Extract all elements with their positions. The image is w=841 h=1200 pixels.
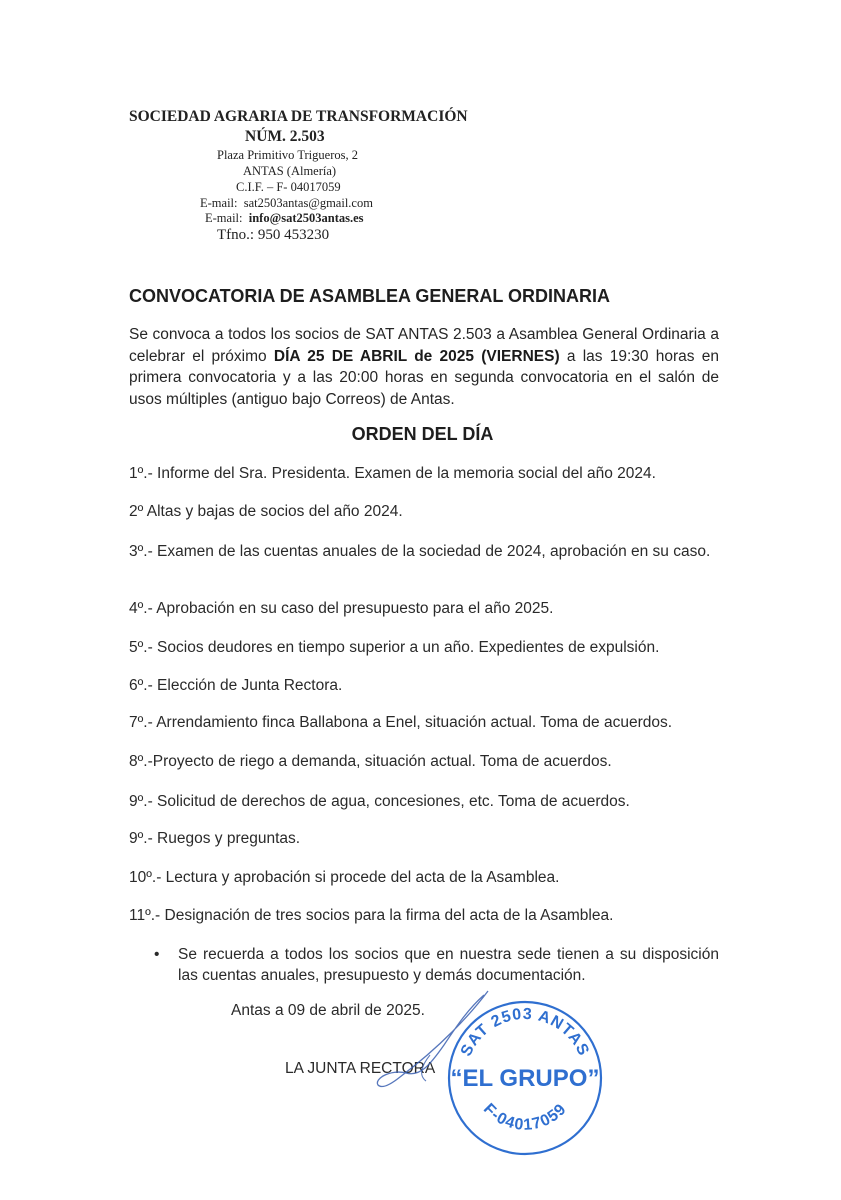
svg-text:SAT 2503 ANTAS xyxy=(458,1006,592,1059)
email-label-2: E-mail: xyxy=(205,211,243,225)
agenda-item-7: 7º.- Arrendamiento finca Ballabona a Enel, situación actual. Toma de acuerdos. xyxy=(129,714,673,731)
stamp-top-text: SAT 2503 ANTAS xyxy=(457,1005,593,1059)
agenda-item-11: 10º.- Lectura y aprobación si procede del acta de la Asamblea. xyxy=(129,869,560,886)
intro-paragraph xyxy=(129,324,719,410)
cif-line: C.I.F. – F- 04017059 xyxy=(236,180,341,194)
stamp-bottom-text: F-04017059 xyxy=(479,1100,571,1134)
agenda-item-3: 3º.- Examen de las cuentas anuales de la sociedad de 2024, aprobación en su caso. xyxy=(129,543,711,560)
document-title: CONVOCATORIA DE ASAMBLEA GENERAL ORDINARIA xyxy=(129,286,611,306)
agenda-item-12: 11º.- Designación de tres socios para la firma del acta de la Asamblea. xyxy=(129,907,614,924)
organization-stamp xyxy=(440,990,610,1160)
agenda-item-1: 1º.- Informe del Sra. Presidenta. Examen de la memoria social del año 2024. xyxy=(129,465,656,482)
place-and-date: Antas a 09 de abril de 2025. xyxy=(231,1002,425,1019)
agenda-title xyxy=(0,424,841,445)
email-address-2[interactable]: info@sat2503antas.es xyxy=(248,211,364,225)
email-line-1 xyxy=(200,196,373,211)
agenda-title-text: ORDEN DEL DÍA xyxy=(351,424,494,444)
agenda-item-4: 4º.- Aprobación en su caso del presupuesto para el año 2025. xyxy=(129,600,554,617)
intro-text-start: Se convoca a todos los socios de SAT ANTAS 2.503 a Asamblea General Ordinaria a celebrar el próximo xyxy=(129,326,719,365)
phone-line: Tfno.: 950 453230 xyxy=(217,227,330,243)
agenda-item-10: 9º.- Ruegos y preguntas. xyxy=(129,830,301,847)
agenda-item-8: 8º.-Proyecto de riego a demanda, situación actual. Toma de acuerdos. xyxy=(129,753,612,770)
agenda-item-5: 5º.- Socios deudores en tiempo superior a un año. Expedientes de expulsión. xyxy=(129,639,660,656)
stamp-center-text: “EL GRUPO” xyxy=(450,1065,600,1092)
signatory-name: LA JUNTA RECTORA xyxy=(285,1060,436,1077)
meeting-date: DÍA 25 DE ABRIL de 2025 (VIERNES) xyxy=(273,347,560,365)
agenda-item-6: 6º.- Elección de Junta Rectora. xyxy=(129,677,343,694)
agenda-item-2: 2º Altas y bajas de socios del año 2024. xyxy=(129,503,403,520)
email-line-2 xyxy=(205,211,364,226)
reminder-text: Se recuerda a todos los socios que en nuestra sede tienen a su disposición las cuentas anuales, presupuesto y demás documentación. xyxy=(178,946,719,984)
email-label-1: E-mail: xyxy=(200,196,238,210)
organization-number: NÚM. 2.503 xyxy=(245,128,325,145)
intro-text-end: a las 19:30 horas en primera convocatoria y a las 20:00 horas en segunda convocatoria en el salón de usos múltiples (antiguo bajo Correos) de Antas. xyxy=(129,347,719,408)
organization-name: SOCIEDAD AGRARIA DE TRANSFORMACIÓN xyxy=(129,108,468,125)
city-line: ANTAS (Almería) xyxy=(243,164,337,178)
bullet-icon: • xyxy=(154,946,160,963)
agenda-item-9: 9º.- Solicitud de derechos de agua, concesiones, etc. Toma de acuerdos. xyxy=(129,793,630,810)
email-address-1[interactable]: sat2503antas@gmail.com xyxy=(243,196,373,210)
svg-text:F-04017059 xyxy=(480,1101,570,1134)
address-line: Plaza Primitivo Trigueros, 2 xyxy=(217,148,358,162)
